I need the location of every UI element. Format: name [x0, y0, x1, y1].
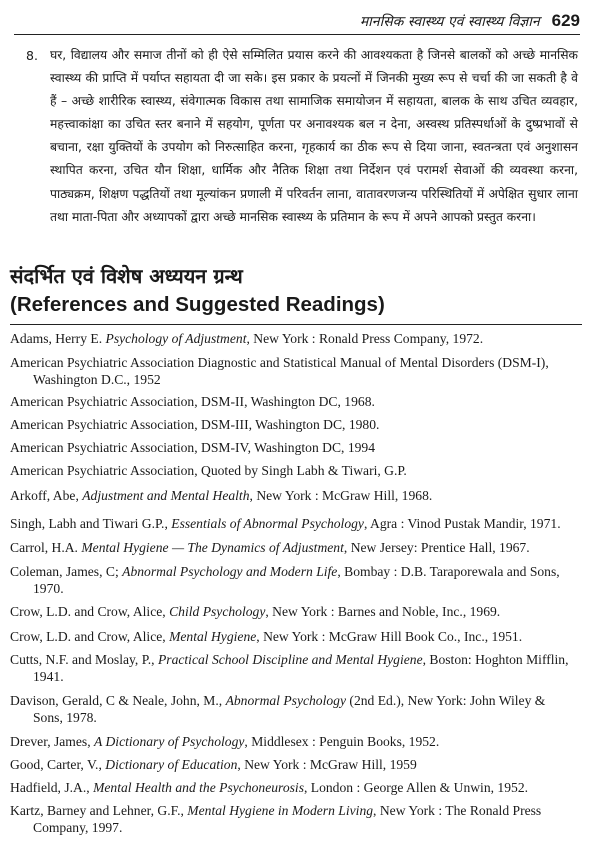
heading-rule: [10, 324, 582, 325]
reference-item: Hadfield, J.A., Mental Health and the Psychoneurosis, London : George Allen & Unwin, 1952.: [10, 780, 529, 795]
reference-item: Coleman, James, C; Abnormal Psychology and Modern Life, Bombay : D.B. Taraporewala and Sons, 1970.: [10, 564, 560, 596]
point-text: घर, विद्यालय और समाज तीनों को ही ऐसे सम्मिलित प्रयास करने की आवश्यकता है जिनसे बालकों को अच्छे मानसिक स्वास्थ्य की प्राप्ति में पर्याप्त सहायता दी जा सके। इस प्रकार के प्रयत्नों में जिनकी मुख्य रूप से चर्चा की जा सकती है वे हैं – अच्छे शारीरिक स्वास्थ्य, संवेगात्मक विकास तथा सामाजिक समायोजन में सहायता, बालक के साथ उचित व्यवहार, महत्त्वाकांक्षा का उचित स्तर बनाने में सहयोग, पूर्णता पर अनावश्यक बल न देना, अस्वस्थ प्रतिस्पर्धाओं के दुष्प्रभावों से बचाना, रक्षा युक्तियों के उपयोग को निरुत्साहित करना, गृहकार्य का ठीक रूप से दिया जाना, स्वतन्त्रता एवं अनुशासन स्थापित करना, उचित यौन शिक्षा, धार्मिक और नैतिक शिक्षा तथा निर्देशन एवं परामर्श सेवाओं की व्यवस्था करना, पाठ्यक्रम, शिक्षण पद्धतियों तथा मूल्यांकन प्रणाली में परिवर्तन लाना, वातावरणजन्य परिस्थितियों में अपेक्षित सुधार लाना तथा माता-पिता और अध्यापकों द्वारा अच्छे मानसिक स्वास्थ्य के प्रतिमान के रूप में अपने आपको प्रस्तुत करना।: [50, 48, 578, 224]
reference-item: Davison, Gerald, C & Neale, John, M., Abnormal Psychology (2nd Ed.), New York: John Wiley & Sons, 1978.: [10, 693, 546, 725]
reference-item: Good, Carter, V., Dictionary of Education, New York : McGraw Hill, 1959: [10, 757, 417, 772]
reference-item: Carrol, H.A. Mental Hygiene — The Dynamics of Adjustment, New Jersey: Prentice Hall, 1967.: [10, 540, 530, 555]
numbered-point: [26, 44, 578, 229]
reference-item: Arkoff, Abe, Adjustment and Mental Health, New York : McGraw Hill, 1968.: [10, 488, 433, 503]
reference-item: Crow, L.D. and Crow, Alice, Mental Hygiene, New York : McGraw Hill Book Co., Inc., 1951.: [10, 629, 523, 644]
reference-item: Kartz, Barney and Lehner, G.F., Mental Hygiene in Modern Living, New York : The Ronald Press Company, 1997.: [10, 803, 542, 835]
reference-item: American Psychiatric Association, DSM-IV, Washington DC, 1994: [10, 440, 376, 455]
reference-item: Crow, L.D. and Crow, Alice, Child Psychology, New York : Barnes and Noble, Inc., 1969.: [10, 604, 501, 619]
reference-item: American Psychiatric Association, DSM-II, Washington DC, 1968.: [10, 394, 375, 409]
point-number: 8.: [26, 48, 38, 63]
section-heading-hindi: संदर्भित एवं विशेष अध्ययन ग्रन्थ: [10, 264, 243, 288]
reference-item: American Psychiatric Association, DSM-III, Washington DC, 1980.: [10, 417, 380, 432]
reference-item: American Psychiatric Association, Quoted by Singh Labh & Tiwari, G.P.: [10, 463, 407, 478]
page-number: 629: [551, 11, 580, 30]
reference-item: Drever, James, A Dictionary of Psychology, Middlesex : Penguin Books, 1952.: [10, 734, 440, 749]
reference-item: American Psychiatric Association Diagnostic and Statistical Manual of Mental Disorders (DSM-I), Washington D.C., 1952: [10, 355, 549, 387]
running-header-title: मानसिक स्वास्थ्य एवं स्वास्थ्य विज्ञान: [359, 13, 540, 30]
reference-item: Adams, Herry E. Psychology of Adjustment, New York : Ronald Press Company, 1972.: [10, 331, 484, 346]
reference-item: Singh, Labh and Tiwari G.P., Essentials of Abnormal Psychology, Agra : Vinod Pustak Mandir, 1971.: [10, 516, 561, 531]
reference-item: Cutts, N.F. and Moslay, P., Practical School Discipline and Mental Hygiene, Boston: Hoghton Mifflin, 1941.: [10, 652, 569, 684]
section-heading-english: (References and Suggested Readings): [10, 293, 385, 316]
running-header: [14, 8, 580, 35]
